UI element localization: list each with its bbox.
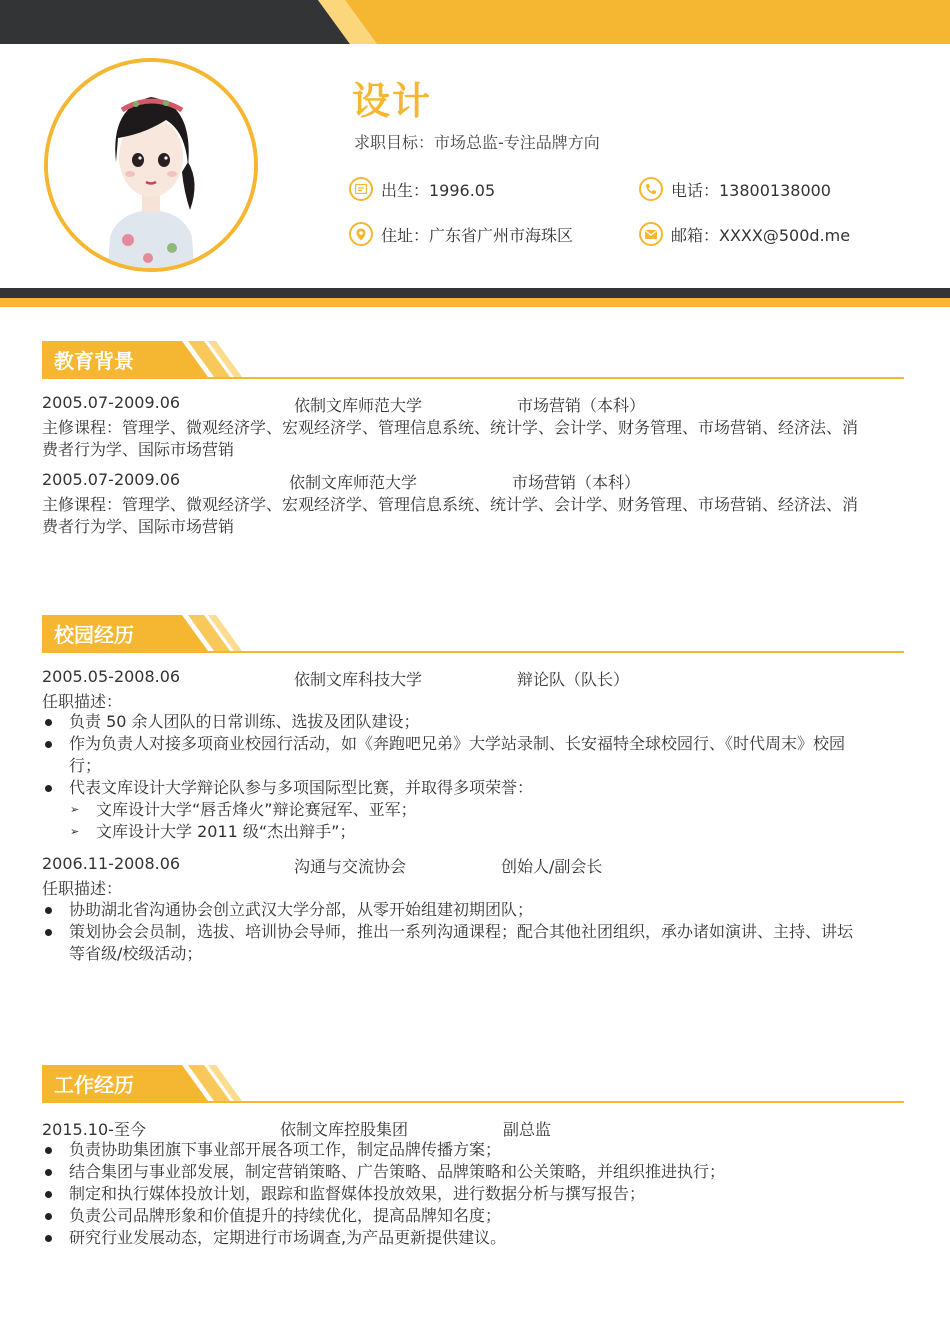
work-section-header — [42, 1065, 904, 1105]
header-divider-gold — [0, 298, 950, 307]
arrow-icon: ➢ — [70, 803, 80, 816]
section-underline — [42, 377, 904, 379]
campus-entry-2-desc-label: 任职描述： — [42, 879, 123, 898]
campus-entry-1-desc-label: 任职描述： — [42, 692, 123, 711]
avatar-illustration — [48, 62, 254, 268]
section-title-work: 工作经历 — [54, 1073, 134, 1097]
bullet-dot — [45, 741, 52, 748]
list-item: 负责公司品牌形象和价值提升的持续优化，提高品牌知名度； — [42, 1205, 912, 1227]
edu-entry-2-school: 依制文库师范大学 — [289, 473, 418, 492]
section-title-education: 教育背景 — [54, 349, 134, 373]
header-divider-dark — [0, 288, 950, 298]
campus-entry-2-org: 沟通与交流协会 — [294, 857, 407, 876]
sub-list-item: ➢ 文库设计大学“唇舌烽火”辩论赛冠军、亚军； — [70, 800, 417, 819]
sub-list-item: ➢ 文库设计大学 2011 级“杰出辩手”； — [70, 822, 356, 841]
list-item: 负责 50 余人团队的日常训练、选拔及团队建设； — [42, 711, 912, 733]
education-section-header — [42, 341, 904, 381]
campus-entry-1-role: 辩论队（队长） — [517, 670, 630, 689]
phone-info — [639, 177, 831, 201]
id-card-icon — [349, 177, 373, 201]
list-item: 作为负责人对接多项商业校园行活动，如《奔跑吧兄弟》大学站录制、长安福特全球校园行、《时代周末》校园 — [42, 733, 912, 755]
bullet-dot — [45, 1169, 52, 1176]
list-item: 策划协会会员制，选拔、培训协会导师，推出一系列沟通课程；配合其他社团组织，承办诸如演讲、主持、讲坛 — [42, 921, 912, 943]
campus-entry-2-bullets — [42, 899, 912, 965]
job-objective: 求职目标：市场总监-专注品牌方向 — [354, 133, 600, 152]
section-underline — [42, 1101, 904, 1103]
bullet-dot — [45, 1213, 52, 1220]
phone-text: 电话：13800138000 — [671, 180, 831, 200]
bullet-dot — [45, 1191, 52, 1198]
edu-entry-2-courses: 主修课程：管理学、微观经济学、宏观经济学、管理信息系统、统计学、会计学、财务管理、市场营销、经济法、消 — [42, 495, 859, 514]
list-item: 制定和执行媒体投放计划，跟踪和监督媒体投放效果，进行数据分析与撰写报告； — [42, 1183, 912, 1205]
list-item: 代表文库设计大学辩论队参与多项国际型比赛，并取得多项荣誉： — [42, 777, 912, 799]
list-item: 研究行业发展动态，定期进行市场调查,为产品更新提供建议。 — [42, 1227, 912, 1249]
edu-entry-1-major: 市场营销（本科） — [517, 396, 646, 415]
campus-section-header — [42, 615, 904, 655]
bullet-dot — [45, 929, 52, 936]
birth-info — [349, 177, 495, 201]
section-underline — [42, 651, 904, 653]
top-decoration — [0, 0, 950, 44]
work-bullets — [42, 1139, 912, 1249]
mail-icon — [639, 222, 663, 246]
email-text: 邮箱：XXXX@500d.me — [671, 225, 851, 245]
bullet-dot — [45, 1235, 52, 1242]
edu-entry-2-date: 2005.07-2009.06 — [42, 470, 181, 489]
birth-text: 出生：1996.05 — [381, 180, 496, 200]
campus-entry-1-org: 依制文库科技大学 — [294, 670, 423, 689]
bullet-dot — [45, 719, 52, 726]
section-title-campus: 校园经历 — [54, 623, 134, 647]
edu-entry-2-major: 市场营销（本科） — [512, 473, 641, 492]
edu-entry-2-courses-cont: 费者行为学、国际市场营销 — [42, 517, 235, 536]
list-item: 结合集团与事业部发展，制定营销策略、广告策略、品牌策略和公关策略，并组织推进执行； — [42, 1161, 912, 1183]
campus-entry-1-date: 2005.05-2008.06 — [42, 667, 181, 686]
bullet-dot — [45, 785, 52, 792]
list-item: 负责协助集团旗下事业部开展各项工作，制定品牌传播方案； — [42, 1139, 912, 1161]
address-text: 住址：广东省广州市海珠区 — [381, 225, 574, 245]
campus-entry-1-bullets — [42, 711, 912, 843]
location-pin-icon — [349, 222, 373, 246]
arrow-icon: ➢ — [70, 825, 80, 838]
list-item-continuation: 行； — [69, 756, 102, 775]
edu-entry-1-date: 2005.07-2009.06 — [42, 393, 181, 412]
address-info — [349, 222, 573, 246]
email-info — [639, 222, 850, 246]
bullet-dot — [45, 1147, 52, 1154]
edu-entry-1-courses-cont: 费者行为学、国际市场营销 — [42, 440, 235, 459]
campus-entry-2-role: 创始人/副会长 — [501, 857, 603, 876]
list-item-continuation: 等省级/校级活动； — [69, 944, 203, 963]
avatar — [44, 58, 258, 272]
work-date: 2015.10-至今 — [42, 1120, 146, 1139]
candidate-name: 设计 — [352, 79, 433, 123]
bullet-dot — [45, 907, 52, 914]
list-item: 协助湖北省沟通协会创立武汉大学分部，从零开始组建初期团队； — [42, 899, 912, 921]
phone-icon — [639, 177, 663, 201]
work-company: 依制文库控股集团 — [280, 1120, 409, 1139]
edu-entry-1-courses: 主修课程：管理学、微观经济学、宏观经济学、管理信息系统、统计学、会计学、财务管理、市场营销、经济法、消 — [42, 418, 859, 437]
work-position: 副总监 — [503, 1120, 552, 1139]
edu-entry-1-school: 依制文库师范大学 — [294, 396, 423, 415]
campus-entry-2-date: 2006.11-2008.06 — [42, 854, 181, 873]
